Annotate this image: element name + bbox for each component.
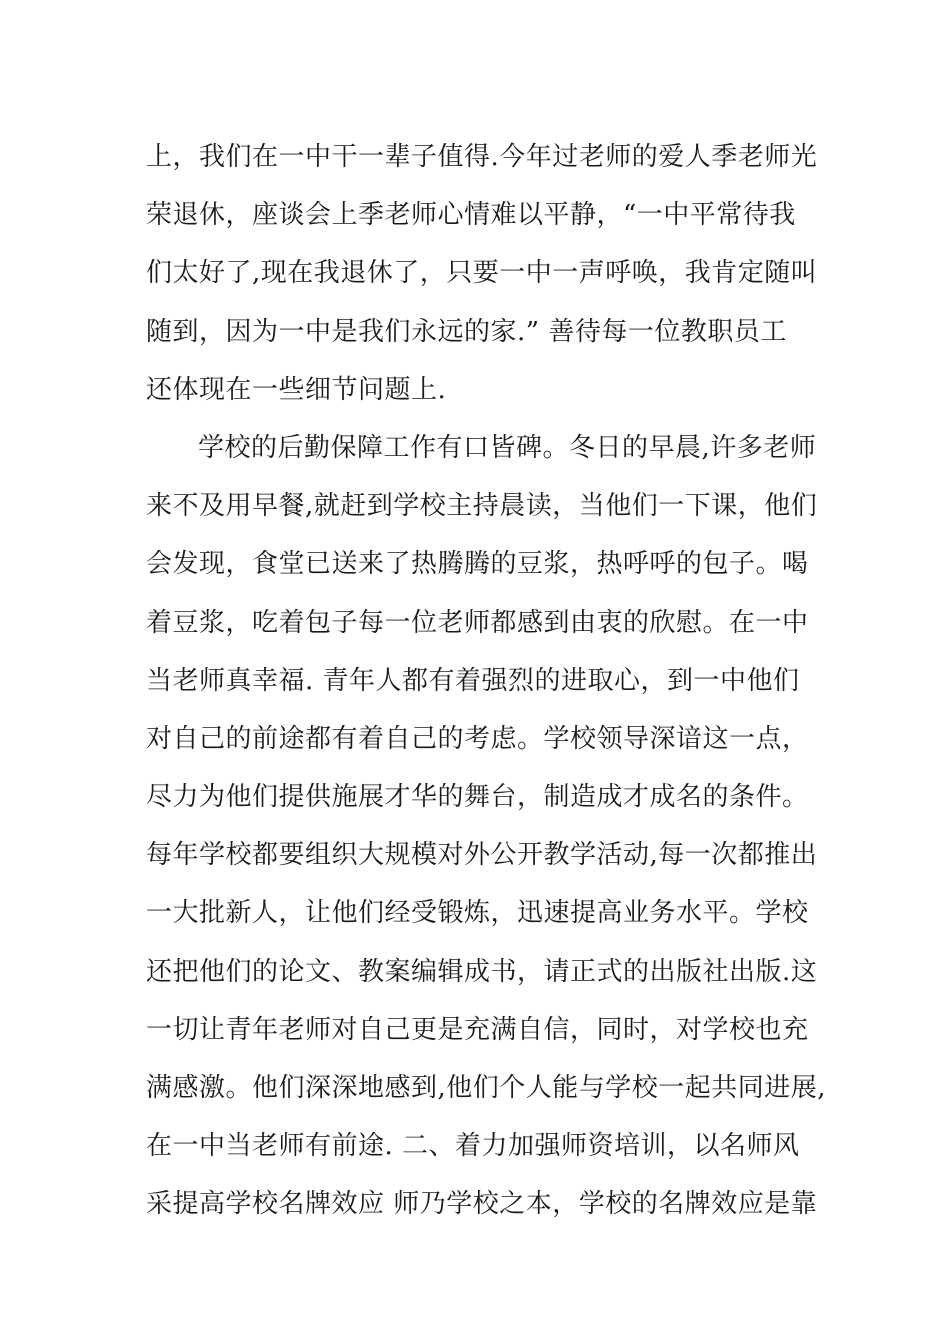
paragraph-2-line-3: 会发现，食堂已送来了热腾腾的豆浆，热呼呼的包子。喝 xyxy=(146,549,809,580)
paragraph-1-line-5: 还体现在一些细节问题上. xyxy=(146,374,447,405)
paragraph-2-line-4: 着豆浆，吃着包子每一位老师都感到由衷的欣慰。在一中 xyxy=(146,607,809,638)
paragraph-2-line-6: 对自己的前途都有着自己的考虑。学校领导深谙这一点， xyxy=(146,723,809,754)
paragraph-2-line-14: 采提高学校名牌效应 师乃学校之本，学校的名牌效应是靠 xyxy=(146,1189,818,1220)
paragraph-2-line-8: 每年学校都要组织大规模对外公开教学活动,每一次都推出 xyxy=(146,840,818,871)
document-body xyxy=(146,128,826,1234)
paragraph-2-line-10: 还把他们的论文、教案编辑成书，请正式的出版社出版.这 xyxy=(146,956,818,987)
paragraph-2-line-12: 满感激。他们深深地感到,他们个人能与学校一起共同进展, xyxy=(146,1073,827,1103)
paragraph-2-line-9: 一大批新人，让他们经受锻炼，迅速提高业务水平。学校 xyxy=(146,898,809,929)
paragraph-1-line-2: 荣退休，座谈会上季老师心情难以平静，“一中平常待我 xyxy=(146,200,796,231)
paragraph-2-line-13: 在一中当老师有前途. 二、着力加强师资培训，以名师风 xyxy=(146,1131,800,1162)
paragraph-1-line-1: 上，我们在一中干一辈子值得.今年过老师的爱人季老师光 xyxy=(146,142,818,172)
paragraph-2-line-1: 学校的后勤保障工作有口皆碑。冬日的早晨,许多老师 xyxy=(198,432,817,463)
paragraph-2-line-2: 来不及用早餐,就赶到学校主持晨读，当他们一下课，他们 xyxy=(146,491,818,522)
paragraph-1-line-3: 们太好了,现在我退休了，只要一中一声呼唤，我肯定随叫 xyxy=(146,258,818,289)
paragraph-2-line-11: 一切让青年老师对自己更是充满自信，同时，对学校也充 xyxy=(146,1014,809,1045)
paragraph-1-line-4: 随到，因为一中是我们永远的家.” 善待每一位教职员工 xyxy=(146,316,787,347)
paragraph-2-line-5: 当老师真幸福. 青年人都有着强烈的进取心，到一中他们 xyxy=(146,665,800,696)
paragraph-2-line-7: 尽力为他们提供施展才华的舞台，制造成才成名的条件。 xyxy=(146,782,809,813)
